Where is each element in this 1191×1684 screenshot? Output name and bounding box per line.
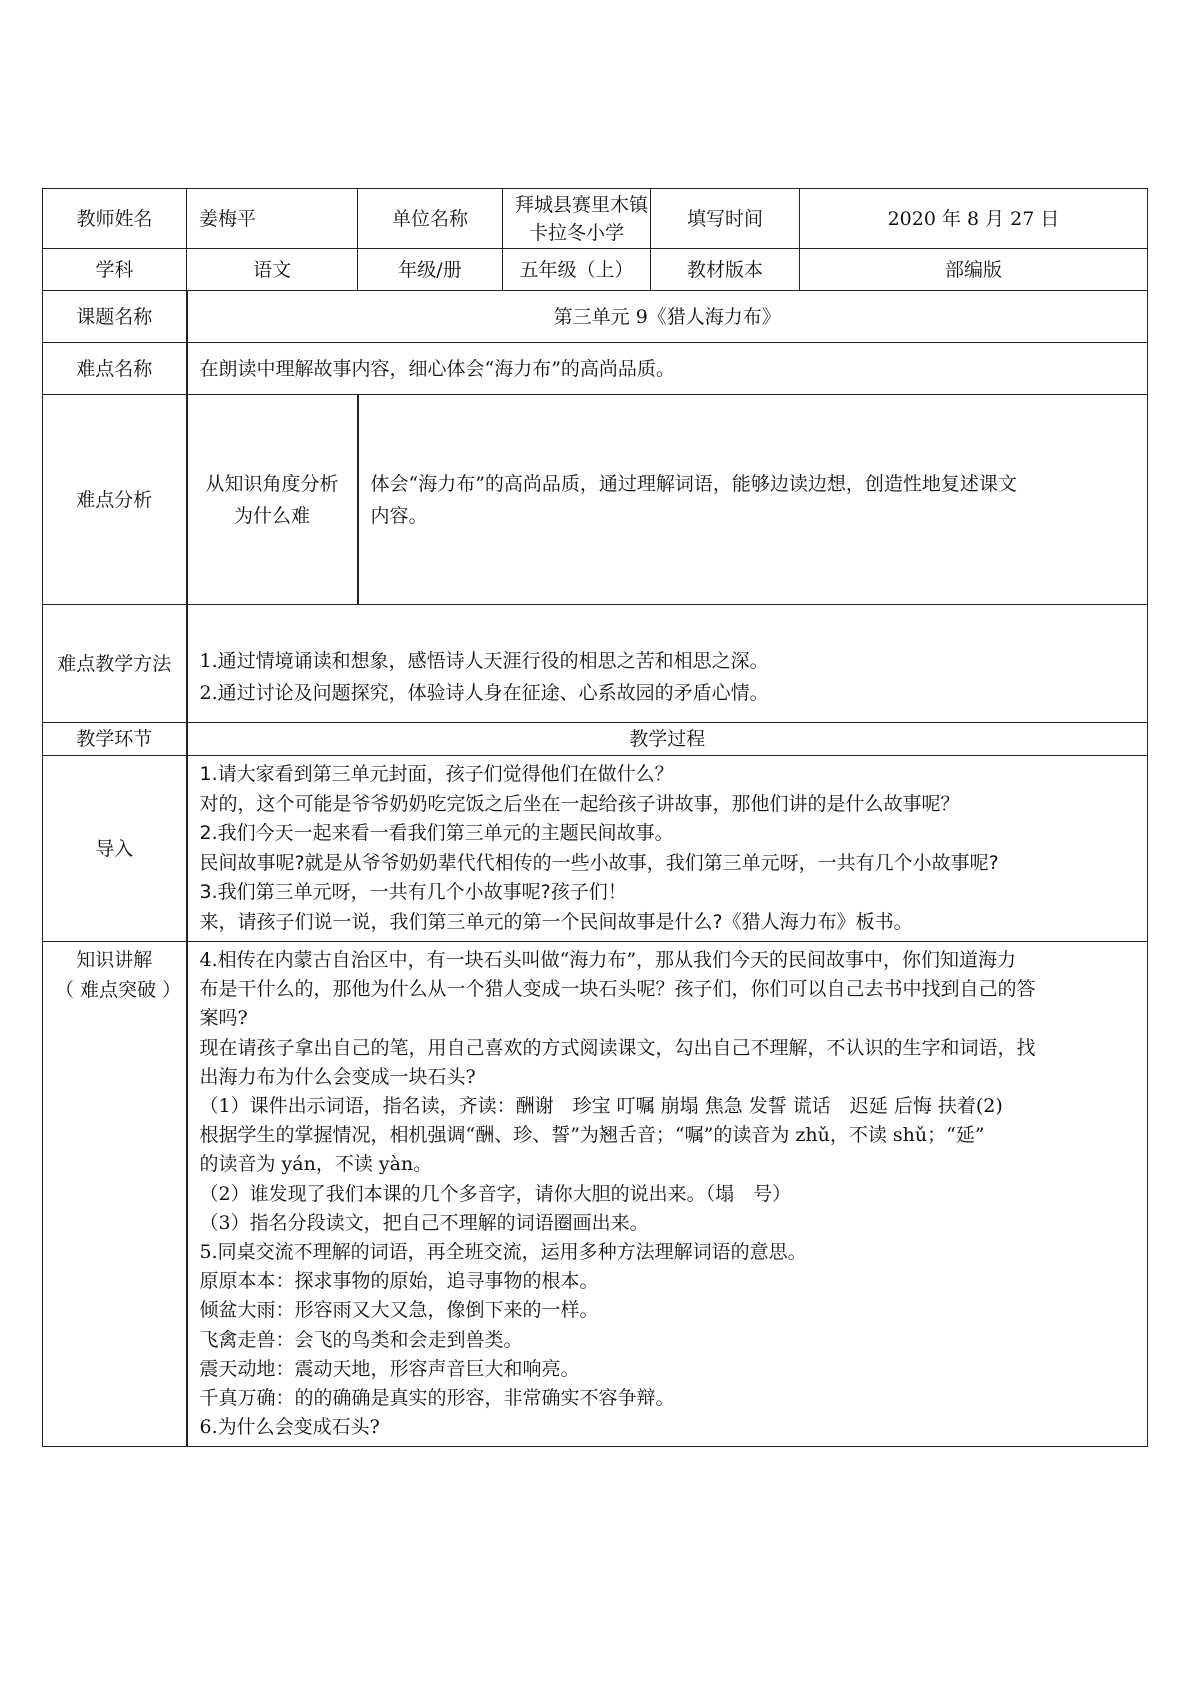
topic-row	[43, 291, 1148, 343]
teaching-method-line-1: 1.通过情境诵读和想象，感悟诗人天涯行役的相思之苦和相思之深。	[199, 650, 769, 672]
teacher-name-label: 教师姓名	[43, 189, 187, 249]
teaching-method-content	[187, 605, 1148, 723]
lesson-plan-table	[42, 188, 1148, 1447]
difficulty-analysis-label: 难点分析	[43, 395, 187, 605]
process-header-row	[43, 723, 1148, 756]
header-row	[43, 189, 1148, 249]
analysis-angle-line-1: 从知识角度分析	[205, 472, 339, 495]
knowledge-line: 震天动地：震动天地，形容声音巨大和响亮。	[199, 1357, 580, 1380]
intro-line: 对的，这个可能是爷爷奶奶吃完饭之后坐在一起给孩子讲故事，那他们讲的是什么故事呢？	[199, 792, 960, 815]
subject-value: 语文	[187, 249, 358, 291]
analysis-angle-line-2: 为什么难	[233, 504, 310, 527]
teaching-process-header: 教学过程	[187, 723, 1148, 756]
teaching-method-row	[43, 605, 1148, 723]
knowledge-line: 6.为什么会变成石头?	[199, 1416, 380, 1439]
intro-line: 来，请孩子们说一说，我们第三单元的第一个民间故事是什么?《猎人海力布》板书。	[199, 910, 913, 933]
analysis-content-line-1: 体会“海力布”的高尚品质，通过理解词语，能够边读边想，创造性地复述课文	[370, 472, 1017, 495]
knowledge-line: 现在请孩子拿出自己的笔，用自己喜欢的方式阅读课文，勾出自己不理解，不认识的生字和词语，找	[199, 1036, 1036, 1059]
unit-name-label: 单位名称	[358, 189, 503, 249]
intro-line: 1.请大家看到第三单元封面，孩子们觉得他们在做什么？	[199, 763, 674, 785]
knowledge-line: （1）课件出示词语，指名读，齐读：酬谢 珍宝 叮嘱 崩塌 焦急 发誓 谎话 迟延 后悔 扶着(2)	[199, 1095, 1003, 1118]
knowledge-line: 5.同桌交流不理解的词语，再全班交流，运用多种方法理解词语的意思。	[199, 1241, 807, 1264]
intro-line: 民间故事呢?就是从爷爷奶奶辈代代相传的一些小故事，我们第三单元呀，一共有几个小故事呢?	[199, 851, 999, 874]
unit-name-line-1: 拜城县赛里木镇	[515, 193, 649, 216]
intro-row	[43, 756, 1148, 942]
intro-line: 2.我们今天一起来看一看我们第三单元的主题民间故事。	[199, 822, 674, 844]
intro-content	[187, 756, 1148, 942]
analysis-content-line-2: 内容。	[370, 504, 428, 527]
knowledge-line: 原原本本：探求事物的原始，追寻事物的根本。	[199, 1270, 599, 1293]
intro-label: 导入	[43, 756, 187, 942]
grade-label: 年级/册	[358, 249, 503, 291]
unit-name-line-2: 卡拉冬小学	[528, 221, 624, 244]
edition-value: 部编版	[800, 249, 1148, 291]
knowledge-row	[43, 942, 1148, 1447]
knowledge-line: 根据学生的掌握情况，相机强调“酬、珍、誓”为翘舌音；“嘱”的读音为 zhǔ，不读 shǔ；“延”	[199, 1124, 985, 1147]
knowledge-sublabel: （ 难点突破 ）	[55, 978, 182, 1001]
difficulty-name-value: 在朗读中理解故事内容，细心体会“海力布”的高尚品质。	[187, 343, 1148, 395]
knowledge-label: 知识讲解	[76, 949, 153, 971]
teaching-stage-header: 教学环节	[43, 723, 187, 756]
fill-date-value: 2020 年 8 月 27 日	[800, 189, 1148, 249]
knowledge-line: 案吗?	[199, 1007, 248, 1030]
knowledge-line: 出海力布为什么会变成一块石头?	[199, 1065, 476, 1088]
teaching-method-label: 难点教学方法	[43, 605, 187, 723]
teacher-name-value: 姜梅平	[187, 189, 358, 249]
analysis-angle-cell	[187, 395, 358, 605]
knowledge-line: 4.相传在内蒙古自治区中，有一块石头叫做“海力布”，那从我们今天的民间故事中，你们知道海力	[199, 949, 1017, 971]
topic-value: 第三单元 9《猎人海力布》	[187, 291, 1148, 343]
knowledge-line: （3）指名分段读文，把自己不理解的词语圈画出来。	[199, 1211, 649, 1234]
subject-row	[43, 249, 1148, 291]
difficulty-analysis-row	[43, 395, 1148, 605]
knowledge-label-cell	[43, 942, 187, 1447]
teaching-method-line-2: 2.通过讨论及问题探究，体验诗人身在征途、心系故园的矛盾心情。	[199, 682, 769, 704]
edition-label: 教材版本	[651, 249, 800, 291]
fill-date-label: 填写时间	[651, 189, 800, 249]
knowledge-line: 布是干什么的，那他为什么从一个猎人变成一块石头呢？孩子们，你们可以自己去书中找到自己的答	[199, 978, 1036, 1001]
unit-name-value	[503, 189, 651, 249]
knowledge-line: 倾盆大雨：形容雨又大又急，像倒下来的一样。	[199, 1299, 599, 1322]
subject-label: 学科	[43, 249, 187, 291]
knowledge-content	[187, 942, 1148, 1447]
difficulty-name-row	[43, 343, 1148, 395]
knowledge-line: 飞禽走兽：会飞的鸟类和会走到兽类。	[199, 1328, 523, 1351]
knowledge-line: 千真万确：的的确确是真实的形容，非常确实不容争辩。	[199, 1387, 675, 1410]
analysis-content-cell	[358, 395, 1148, 605]
intro-line: 3.我们第三单元呀，一共有几个小故事呢?孩子们！	[199, 881, 627, 903]
knowledge-line: 的读音为 yán，不读 yàn。	[199, 1153, 433, 1176]
grade-value: 五年级（上）	[503, 249, 651, 291]
difficulty-name-label: 难点名称	[43, 343, 187, 395]
knowledge-line: （2）谁发现了我们本课的几个多音字，请你大胆的说出来。（塌 号）	[199, 1182, 792, 1205]
topic-label: 课题名称	[43, 291, 187, 343]
